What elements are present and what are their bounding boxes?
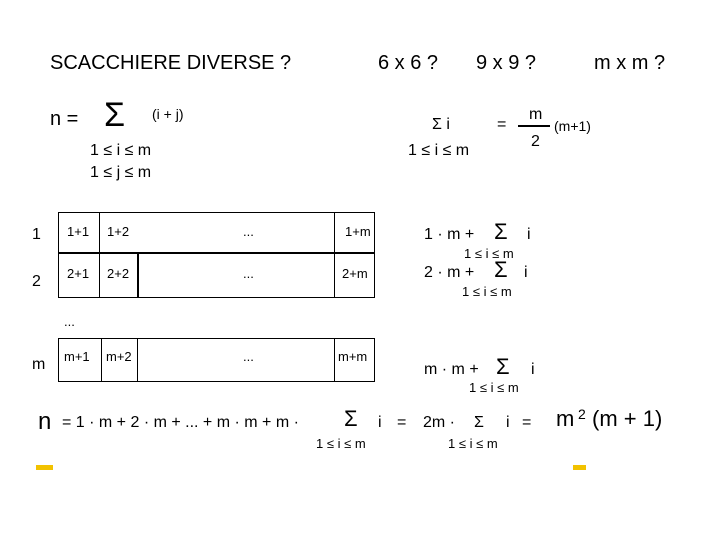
row-sum-m-sigma: Σ xyxy=(496,354,510,379)
row-sum-1-var: i xyxy=(527,226,531,243)
bottom-term-2m: 2m · xyxy=(423,414,455,431)
n-equals: n = xyxy=(50,108,79,130)
bottom-sigma-2: Σ xyxy=(474,414,484,431)
cell-m-ellipsis: ... xyxy=(243,349,254,364)
row-sum-2-range: 1 ≤ i ≤ m xyxy=(462,284,512,299)
factor-m-plus-1: (m+1) xyxy=(554,118,591,134)
grid-divider xyxy=(101,338,102,382)
title: SCACCHIERE DIVERSE ? xyxy=(50,52,292,74)
question-9x9: 9 x 9 ? xyxy=(476,52,537,74)
row-sum-m-var: i xyxy=(531,361,535,378)
grid-divider xyxy=(137,338,138,382)
cell-2-1: 2+1 xyxy=(67,266,90,281)
cell-2-m: 2+m xyxy=(342,266,368,281)
question-mxm: m x m ? xyxy=(594,52,666,74)
range-i: 1 ≤ i ≤ m xyxy=(90,142,152,159)
question-6x6: 6 x 6 ? xyxy=(378,52,439,74)
sigma-symbol: Σ xyxy=(104,96,126,134)
accent-bar-left xyxy=(36,465,53,470)
bottom-equals-1: = xyxy=(397,414,407,431)
bottom-sigma-1: Σ xyxy=(344,406,358,431)
row-sum-1-expr: 1 · m + xyxy=(424,226,475,243)
range-j: 1 ≤ j ≤ m xyxy=(90,164,152,181)
row-label-1: 1 xyxy=(32,226,41,243)
result-tail: (m + 1) xyxy=(592,406,663,431)
sigma-i: Σ i xyxy=(432,116,450,133)
cell-1-ellipsis: ... xyxy=(243,224,254,239)
bottom-var-2: i xyxy=(506,414,510,431)
result-base: m xyxy=(556,406,575,431)
summand: (i + j) xyxy=(152,106,184,122)
cell-1-m: 1+m xyxy=(345,224,371,239)
result-exponent: 2 xyxy=(578,406,586,422)
row-sum-1-sigma: Σ xyxy=(494,219,508,244)
grid-divider xyxy=(334,212,335,253)
row-label-2: 2 xyxy=(32,273,41,290)
row-sum-m-range: 1 ≤ i ≤ m xyxy=(469,380,519,395)
right-range: 1 ≤ i ≤ m xyxy=(408,142,470,159)
row-ellipsis: ... xyxy=(64,314,75,329)
grid-row-2 xyxy=(58,253,375,298)
grid-divider xyxy=(99,253,100,298)
cell-m-2: m+2 xyxy=(106,349,132,364)
bottom-n: n xyxy=(38,408,52,435)
cell-m-m: m+m xyxy=(338,349,368,364)
bottom-range-1: 1 ≤ i ≤ m xyxy=(316,436,366,451)
row-sum-2-sigma: Σ xyxy=(494,257,508,282)
cell-2-ellipsis: ... xyxy=(243,266,254,281)
fraction-bar xyxy=(518,125,550,127)
accent-bar-right xyxy=(573,465,586,470)
fraction-denominator: 2 xyxy=(531,133,540,150)
bottom-sum-expression: = 1 · m + 2 · m + ... + m · m + m · xyxy=(62,414,299,431)
row-sum-1-range: 1 ≤ i ≤ m xyxy=(464,246,514,261)
row-label-m: m xyxy=(32,356,46,373)
grid-divider xyxy=(334,338,335,382)
equals-sign: = xyxy=(497,116,507,133)
grid-divider xyxy=(99,212,100,253)
cell-1-1: 1+1 xyxy=(67,224,90,239)
grid-divider xyxy=(334,253,335,298)
bottom-range-2: 1 ≤ i ≤ m xyxy=(448,436,498,451)
grid-row-1 xyxy=(58,212,375,253)
cell-1-2: 1+2 xyxy=(107,224,130,239)
bottom-var-1: i xyxy=(378,414,382,431)
cell-m-1: m+1 xyxy=(64,349,90,364)
grid-divider xyxy=(137,253,139,298)
row-sum-m-expr: m · m + xyxy=(424,361,479,378)
row-sum-2-var: i xyxy=(524,264,528,281)
cell-2-2: 2+2 xyxy=(107,266,130,281)
row-sum-2-expr: 2 · m + xyxy=(424,264,475,281)
fraction-numerator: m xyxy=(529,106,543,123)
bottom-equals-2: = xyxy=(522,414,532,431)
